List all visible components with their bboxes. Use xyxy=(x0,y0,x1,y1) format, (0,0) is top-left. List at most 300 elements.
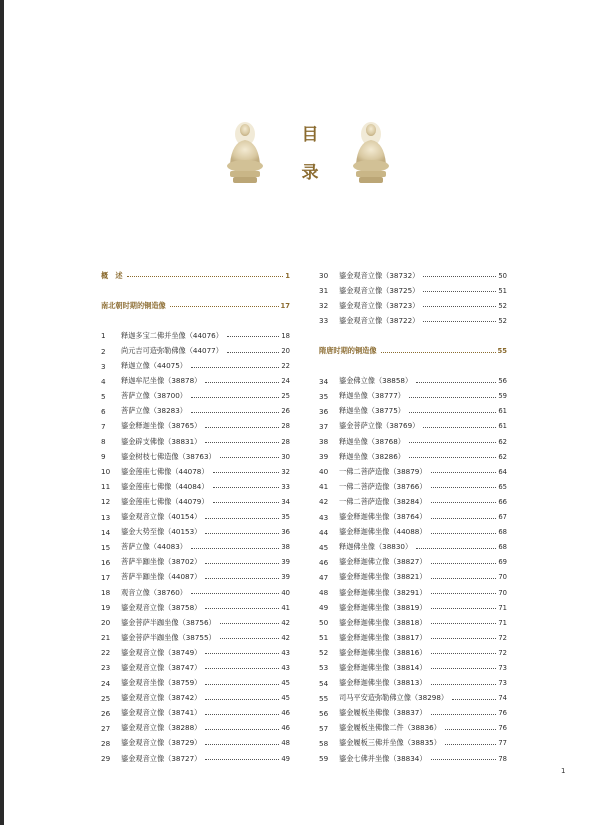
dot-leader xyxy=(431,682,497,685)
toc-page-number: 51 xyxy=(498,286,507,295)
toc-page-number: 24 xyxy=(281,377,290,386)
toc-entry-number: 4 xyxy=(101,376,106,386)
toc-entry-number: 45 xyxy=(319,542,329,552)
toc-entry[interactable] xyxy=(101,615,290,630)
toc-entry-number: 8 xyxy=(101,437,106,447)
toc-entry-title: 鎏金释迦佛坐像（38291） xyxy=(339,587,427,597)
toc-entry-number: 13 xyxy=(101,512,111,522)
dot-leader xyxy=(220,455,280,458)
toc-entry-title: 鎏金莲座七佛像（44084） xyxy=(121,481,209,491)
toc-entry-number: 51 xyxy=(319,633,329,643)
toc-entry-title: 鎏金菩萨半跏坐像（38756） xyxy=(121,617,216,627)
toc-page-number: 72 xyxy=(498,648,507,657)
toc-page-number: 68 xyxy=(498,528,507,537)
toc-page-number: 18 xyxy=(281,331,290,340)
toc-page-number: 39 xyxy=(281,558,290,567)
toc-entry[interactable] xyxy=(319,721,507,736)
dot-leader xyxy=(205,697,279,700)
toc-entry-number: 41 xyxy=(319,482,329,492)
toc-entry-title: 鎏金观音立像（38288） xyxy=(121,723,202,733)
toc-entry-title: 鎏金释迦佛立像（38827） xyxy=(339,557,427,567)
toc-entry-number: 43 xyxy=(319,512,329,522)
toc-entry[interactable] xyxy=(101,374,290,389)
toc-entry-number: 29 xyxy=(101,754,111,764)
dot-leader xyxy=(205,682,279,685)
dot-leader xyxy=(423,274,496,277)
toc-entry[interactable] xyxy=(101,691,290,706)
toc-page-number: 1 xyxy=(285,271,290,280)
buddha-statue-image-right xyxy=(348,116,394,186)
toc-entry[interactable] xyxy=(319,691,507,706)
toc-entry-number: 6 xyxy=(101,406,106,416)
toc-entry-number: 47 xyxy=(319,572,329,582)
toc-column-right xyxy=(319,268,507,766)
toc-entry-title: 菩萨半跏坐像（44087） xyxy=(121,572,202,582)
toc-entry[interactable] xyxy=(101,570,290,585)
toc-page-number: 43 xyxy=(281,663,290,672)
toc-entry-title: 鎏金观音立像（38732） xyxy=(339,270,420,280)
dot-leader xyxy=(205,727,279,730)
toc-entry-title: 鎏金观音立像（38722） xyxy=(339,315,420,325)
toc-page-number: 71 xyxy=(498,603,507,612)
toc-entry-title: 鎏金七佛并坐像（38834） xyxy=(339,753,427,763)
toc-entry-title: 鎏金释迦佛坐像（44088） xyxy=(339,527,427,537)
toc-entry-number: 53 xyxy=(319,663,329,673)
toc-page-number: 76 xyxy=(498,709,507,718)
toc-entry-title: 鎏金辟支佛像（38831） xyxy=(121,436,202,446)
toc-page-number: 64 xyxy=(498,467,507,476)
toc-entry-number: 2 xyxy=(101,346,106,356)
toc-entry[interactable] xyxy=(101,328,290,343)
toc-page-number: 65 xyxy=(498,482,507,491)
toc-entry-title: 鎏金观音坐像（38759） xyxy=(121,678,202,688)
toc-page-number: 77 xyxy=(498,739,507,748)
toc-page-number: 70 xyxy=(498,588,507,597)
toc-entry[interactable] xyxy=(101,479,290,494)
toc-entry-number: 30 xyxy=(319,271,329,281)
toc-entry-title: 鎏金菩萨半跏坐像（38755） xyxy=(121,632,216,642)
toc-entry-number: 40 xyxy=(319,467,329,477)
toc-page-number: 25 xyxy=(281,392,290,401)
dot-leader xyxy=(431,757,497,760)
toc-entry-title: 鎏金履板坐佛像二件（38836） xyxy=(339,723,441,733)
toc-entry-number: 57 xyxy=(319,723,329,733)
toc-entry-title: 鎏金观音立像（38723） xyxy=(339,300,420,310)
toc-page-number: 28 xyxy=(281,437,290,446)
toc-entry-title: 鎏金观音立像（38758） xyxy=(121,602,202,612)
toc-entry[interactable] xyxy=(319,615,507,630)
dot-leader xyxy=(205,712,279,715)
toc-page-number: 68 xyxy=(498,543,507,552)
toc-entry-number: 28 xyxy=(101,738,111,748)
dot-leader xyxy=(205,666,279,669)
toc-page-number: 74 xyxy=(498,694,507,703)
toc-entry-number: 14 xyxy=(101,527,111,537)
toc-page-number: 50 xyxy=(498,271,507,280)
toc-page-number: 73 xyxy=(498,663,507,672)
toc-entry-title: 菩萨立像（44083） xyxy=(121,542,187,552)
toc-entry-number: 5 xyxy=(101,391,106,401)
toc-entry-title: 鎏金释迦佛坐像（38817） xyxy=(339,632,427,642)
toc-entry[interactable] xyxy=(319,404,507,419)
toc-entry[interactable] xyxy=(101,434,290,449)
dot-leader xyxy=(227,350,279,353)
book-spine-edge xyxy=(0,0,4,825)
toc-entry[interactable] xyxy=(101,630,290,645)
toc-entry-number: 48 xyxy=(319,588,329,598)
toc-page-number: 67 xyxy=(498,513,507,522)
toc-entry[interactable] xyxy=(319,389,507,404)
toc-entry-title: 鎏金释迦佛坐像（38764） xyxy=(339,512,427,522)
dot-leader xyxy=(431,712,497,715)
toc-entry[interactable] xyxy=(319,374,507,389)
toc-section-title: 南北朝时期的铜造像 xyxy=(101,300,166,310)
toc-entry-title: 尚元吉可造弥勒佛像（44077） xyxy=(121,346,223,356)
toc-entry[interactable] xyxy=(101,343,290,358)
toc-page-number: 70 xyxy=(498,573,507,582)
toc-page-number: 73 xyxy=(498,679,507,688)
toc-entry-number: 9 xyxy=(101,452,106,462)
toc-entry[interactable] xyxy=(319,676,507,691)
toc-entry-number: 19 xyxy=(101,603,111,613)
toc-page-number: 69 xyxy=(498,558,507,567)
page-title-char-2: 录 xyxy=(301,163,319,183)
toc-entry[interactable] xyxy=(101,525,290,540)
toc-page-number: 48 xyxy=(281,739,290,748)
toc-page-number: 78 xyxy=(498,754,507,763)
toc-page-number: 76 xyxy=(498,724,507,733)
toc-page-number: 32 xyxy=(281,467,290,476)
dot-leader xyxy=(213,470,280,473)
toc-entry-title: 鎏金观音立像（38747） xyxy=(121,662,202,672)
toc-entry[interactable] xyxy=(319,751,507,766)
dot-leader xyxy=(381,350,496,353)
buddha-statue-image-left xyxy=(222,116,268,186)
toc-entry[interactable] xyxy=(101,464,290,479)
toc-page-number: 55 xyxy=(497,347,507,356)
toc-entry[interactable] xyxy=(101,510,290,525)
toc-entry[interactable] xyxy=(101,540,290,555)
toc-entry-number: 55 xyxy=(319,693,329,703)
toc-entry-title: 菩萨半跏坐像（38702） xyxy=(121,557,202,567)
toc-section-heading[interactable] xyxy=(319,343,507,358)
dot-leader xyxy=(205,440,279,443)
dot-leader xyxy=(423,289,496,292)
toc-entry[interactable] xyxy=(319,540,507,555)
page-number: 1 xyxy=(561,767,566,775)
toc-entry-title: 鎏金释迦佛坐像（38818） xyxy=(339,617,427,627)
toc-section-title: 概 述 xyxy=(101,270,123,280)
toc-entry[interactable] xyxy=(319,600,507,615)
dot-leader xyxy=(127,274,284,277)
dot-leader xyxy=(431,651,497,654)
toc-section-title: 隋唐时期的铜造像 xyxy=(319,346,377,356)
dot-leader xyxy=(213,500,280,503)
dot-leader xyxy=(445,727,496,730)
toc-page-number: 35 xyxy=(281,513,290,522)
toc-page-number: 71 xyxy=(498,618,507,627)
dot-leader xyxy=(431,666,497,669)
toc-entry-title: 鎏金观音立像（38727） xyxy=(121,753,202,763)
toc-page-number: 59 xyxy=(498,392,507,401)
toc-page-number: 61 xyxy=(498,407,507,416)
dot-leader xyxy=(431,621,497,624)
toc-entry-title: 鎏金莲座七佛像（44079） xyxy=(121,496,209,506)
toc-entry-number: 1 xyxy=(101,331,106,341)
toc-entry-title: 鎏金释迦佛坐像（38819） xyxy=(339,602,427,612)
toc-entry-number: 38 xyxy=(319,437,329,447)
dot-leader xyxy=(205,742,279,745)
toc-entry-number: 35 xyxy=(319,391,329,401)
toc-page-number: 45 xyxy=(281,694,290,703)
dot-leader xyxy=(445,742,496,745)
toc-page-number: 52 xyxy=(498,301,507,310)
toc-page-number: 43 xyxy=(281,648,290,657)
toc-entry[interactable] xyxy=(101,359,290,374)
toc-entry[interactable] xyxy=(319,434,507,449)
dot-leader xyxy=(191,395,279,398)
toc-entry[interactable] xyxy=(101,660,290,675)
toc-entry[interactable] xyxy=(101,676,290,691)
toc-entry-number: 16 xyxy=(101,557,111,567)
dot-leader xyxy=(431,576,497,579)
toc-entry[interactable] xyxy=(319,570,507,585)
toc-entry-number: 59 xyxy=(319,754,329,764)
toc-entry-number: 11 xyxy=(101,482,111,492)
toc-entry-title: 观音立像（38760） xyxy=(121,587,187,597)
toc-entry-title: 鎏金佛立像（38858） xyxy=(339,376,413,386)
toc-entry-number: 37 xyxy=(319,421,329,431)
toc-section-heading[interactable] xyxy=(101,268,290,283)
toc-entry[interactable] xyxy=(319,510,507,525)
toc-section-heading[interactable] xyxy=(101,298,290,313)
toc-entry-title: 鎏金菩萨立像（38769） xyxy=(339,421,420,431)
dot-leader xyxy=(409,455,496,458)
toc-page-number: 38 xyxy=(281,543,290,552)
dot-leader xyxy=(409,395,496,398)
toc-entry-number: 17 xyxy=(101,572,111,582)
dot-leader xyxy=(423,319,496,322)
toc-page-number: 56 xyxy=(498,377,507,386)
toc-entry-title: 鎏金观音立像（38742） xyxy=(121,693,202,703)
toc-entry-number: 10 xyxy=(101,467,111,477)
toc-entry[interactable] xyxy=(101,706,290,721)
toc-page-number: 26 xyxy=(281,407,290,416)
toc-entry-title: 释迦佛坐像（38830） xyxy=(339,542,413,552)
toc-page-number: 49 xyxy=(281,754,290,763)
toc-entry-number: 32 xyxy=(319,301,329,311)
toc-page-number: 36 xyxy=(281,528,290,537)
dot-leader xyxy=(205,651,279,654)
dot-leader xyxy=(431,516,497,519)
toc-page-number: 42 xyxy=(281,618,290,627)
toc-entry-number: 7 xyxy=(101,421,106,431)
toc-entry-title: 鎏金观音立像（38749） xyxy=(121,647,202,657)
dot-leader xyxy=(431,500,497,503)
toc-entry-number: 44 xyxy=(319,527,329,537)
toc-entry-number: 54 xyxy=(319,678,329,688)
toc-page-number: 61 xyxy=(498,422,507,431)
toc-entry-title: 鎏金树枝七佛造像（38763） xyxy=(121,451,216,461)
dot-leader xyxy=(431,561,497,564)
toc-entry-title: 菩萨立像（38700） xyxy=(121,391,187,401)
toc-entry-title: 鎏金释迦佛坐像（38816） xyxy=(339,647,427,657)
dot-leader xyxy=(431,636,497,639)
toc-entry-title: 释迦坐像（38775） xyxy=(339,406,405,416)
toc-entry-number: 23 xyxy=(101,663,111,673)
toc-entry[interactable] xyxy=(101,419,290,434)
toc-entry-title: 释迦牟尼坐像（38878） xyxy=(121,376,202,386)
toc-page-number: 42 xyxy=(281,633,290,642)
dot-leader xyxy=(227,334,279,337)
toc-entry-title: 释迦坐像（38777） xyxy=(339,391,405,401)
toc-entry[interactable] xyxy=(319,736,507,751)
toc-entry-title: 鎏金释迦佛坐像（38814） xyxy=(339,662,427,672)
toc-entry-number: 3 xyxy=(101,361,106,371)
toc-entry-number: 50 xyxy=(319,618,329,628)
dot-leader xyxy=(205,425,279,428)
dot-leader xyxy=(191,591,279,594)
dot-leader xyxy=(191,410,279,413)
toc-entry[interactable] xyxy=(101,736,290,751)
dot-leader xyxy=(423,304,496,307)
dot-leader xyxy=(431,531,497,534)
toc-entry[interactable] xyxy=(319,479,507,494)
toc-entry-title: 鎏金履板三佛并坐像（38835） xyxy=(339,738,441,748)
toc-entry[interactable] xyxy=(319,313,507,328)
toc-entry-number: 12 xyxy=(101,497,111,507)
toc-spacer xyxy=(101,313,290,328)
toc-entry[interactable] xyxy=(319,630,507,645)
toc-entry[interactable] xyxy=(319,283,507,298)
toc-entry-title: 一佛二菩萨造像（38284） xyxy=(339,496,427,506)
toc-page-number: 34 xyxy=(281,497,290,506)
toc-entry-title: 释迦立像（44075） xyxy=(121,361,187,371)
toc-page-number: 62 xyxy=(498,452,507,461)
toc-entry-number: 15 xyxy=(101,542,111,552)
dot-leader xyxy=(431,591,497,594)
toc-entry-number: 34 xyxy=(319,376,329,386)
toc-spacer xyxy=(319,359,507,374)
toc-entry[interactable] xyxy=(319,464,507,479)
toc-entry-number: 31 xyxy=(319,286,329,296)
toc-entry-number: 56 xyxy=(319,708,329,718)
toc-column-left xyxy=(101,268,290,766)
dot-leader xyxy=(431,470,497,473)
toc-entry[interactable] xyxy=(101,449,290,464)
toc-entry[interactable] xyxy=(101,585,290,600)
toc-entry[interactable] xyxy=(319,494,507,509)
toc-entry-number: 18 xyxy=(101,588,111,598)
toc-entry[interactable] xyxy=(101,404,290,419)
toc-entry-number: 46 xyxy=(319,557,329,567)
toc-entry[interactable] xyxy=(101,555,290,570)
dot-leader xyxy=(409,440,496,443)
dot-leader xyxy=(205,606,279,609)
toc-entry-number: 58 xyxy=(319,738,329,748)
toc-entry[interactable] xyxy=(319,525,507,540)
toc-entry-number: 52 xyxy=(319,648,329,658)
toc-entry[interactable] xyxy=(101,494,290,509)
toc-entry-number: 24 xyxy=(101,678,111,688)
dot-leader xyxy=(170,304,279,307)
toc-entry[interactable] xyxy=(319,298,507,313)
toc-entry[interactable] xyxy=(101,600,290,615)
toc-entry[interactable] xyxy=(319,555,507,570)
dot-leader xyxy=(205,380,279,383)
dot-leader xyxy=(220,621,280,624)
toc-entry-title: 释迦多宝二佛并坐像（44076） xyxy=(121,330,223,340)
toc-entry[interactable] xyxy=(101,645,290,660)
toc-entry-title: 鎏金观音立像（40154） xyxy=(121,512,202,522)
dot-leader xyxy=(220,636,280,639)
toc-entry[interactable] xyxy=(101,389,290,404)
toc-entry-title: 鎏金观音立像（38729） xyxy=(121,738,202,748)
toc-page-number: 20 xyxy=(281,347,290,356)
toc-entry-number: 49 xyxy=(319,603,329,613)
toc-entry[interactable] xyxy=(319,419,507,434)
toc-entry-title: 释迦坐像（38768） xyxy=(339,436,405,446)
toc-entry[interactable] xyxy=(319,585,507,600)
toc-entry-number: 22 xyxy=(101,648,111,658)
toc-entry-title: 鎏金释迦坐像（38765） xyxy=(121,421,202,431)
toc-entry-title: 一佛二菩萨造像（38879） xyxy=(339,466,427,476)
toc-page-number: 40 xyxy=(281,588,290,597)
toc-entry[interactable] xyxy=(319,660,507,675)
dot-leader xyxy=(409,410,496,413)
toc-entry-number: 33 xyxy=(319,316,329,326)
toc-entry-title: 鎏金释迦佛坐像（38813） xyxy=(339,678,427,688)
page-title-char-1: 目 xyxy=(301,125,319,145)
dot-leader xyxy=(191,365,279,368)
toc-entry-title: 鎏金释迦佛坐像（38821） xyxy=(339,572,427,582)
toc-entry-title: 鎏金大势至像（40153） xyxy=(121,527,202,537)
toc-entry-number: 36 xyxy=(319,406,329,416)
toc-page-number: 66 xyxy=(498,497,507,506)
toc-page-number: 17 xyxy=(280,301,290,310)
dot-leader xyxy=(416,380,496,383)
toc-entry[interactable] xyxy=(101,751,290,766)
toc-entry-number: 27 xyxy=(101,723,111,733)
dot-leader xyxy=(205,516,279,519)
toc-entry-title: 鎏金观音立像（38725） xyxy=(339,285,420,295)
toc-page-number: 39 xyxy=(281,573,290,582)
toc-entry-title: 释迦坐像（38286） xyxy=(339,451,405,461)
toc-page-number: 62 xyxy=(498,437,507,446)
toc-entry-title: 鎏金履板坐佛像（38837） xyxy=(339,708,427,718)
dot-leader xyxy=(431,606,497,609)
dot-leader xyxy=(452,697,496,700)
toc-entry[interactable] xyxy=(319,706,507,721)
toc-page-number: 46 xyxy=(281,724,290,733)
toc-entry[interactable] xyxy=(319,645,507,660)
toc-entry[interactable] xyxy=(319,449,507,464)
dot-leader xyxy=(213,485,280,488)
toc-entry-number: 25 xyxy=(101,693,111,703)
toc-entry[interactable] xyxy=(101,721,290,736)
toc-entry[interactable] xyxy=(319,268,507,283)
toc-page-number: 30 xyxy=(281,452,290,461)
toc-entry-title: 鎏金莲座七佛像（44078） xyxy=(121,466,209,476)
dot-leader xyxy=(423,425,496,428)
toc-page-number: 22 xyxy=(281,362,290,371)
toc-entry-number: 39 xyxy=(319,452,329,462)
toc-entry-title: 鎏金观音立像（38741） xyxy=(121,708,202,718)
dot-leader xyxy=(205,531,279,534)
toc-page-number: 72 xyxy=(498,633,507,642)
toc-entry-number: 20 xyxy=(101,618,111,628)
toc-entry-number: 21 xyxy=(101,633,111,643)
